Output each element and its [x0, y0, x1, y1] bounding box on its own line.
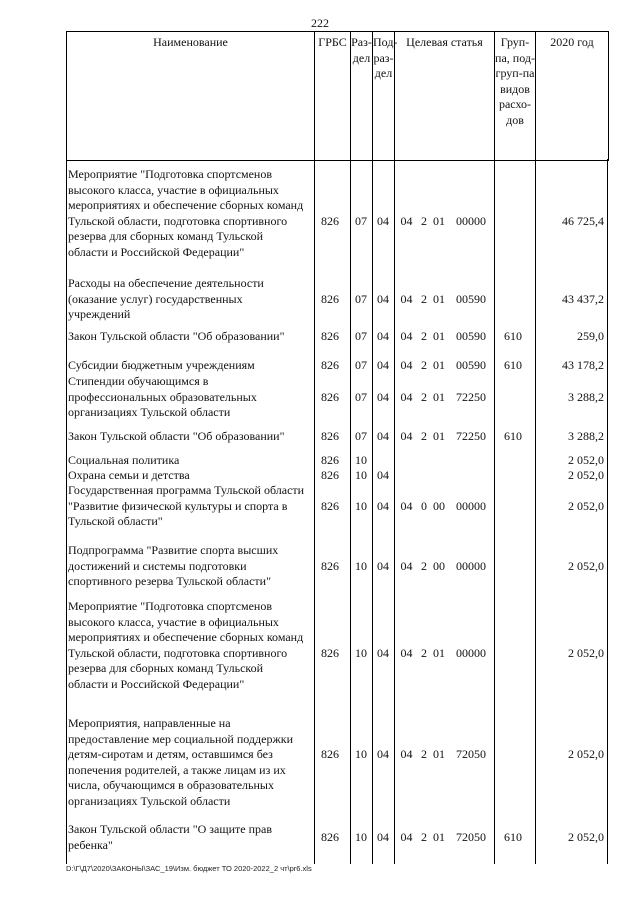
cell-ts3: 01	[433, 329, 445, 343]
header-name: Наименование	[67, 32, 315, 160]
cell-grp: 610	[504, 829, 522, 844]
cell-ts4: 00590	[456, 291, 486, 306]
cell-ts3: 01	[433, 291, 445, 306]
cell-rz: 10	[355, 558, 367, 573]
cell-ts1: 04	[400, 498, 413, 513]
cell-rz: 07	[355, 389, 367, 404]
cell-pr: 04	[377, 468, 389, 482]
cell-ts3: 01	[433, 645, 445, 660]
header-podrazdel: Под-раз-дел	[373, 32, 395, 160]
row-name: Мероприятия, направленные на предоставление мер социальной поддержки детям-сиротам и детям, оставшимся без попечения родителей, а также лицам из их числа, обучающимся в образовательных организациях Тульской области	[68, 716, 294, 808]
cell-ts2: 2	[421, 747, 427, 761]
cell-ts1: 04	[400, 329, 413, 343]
cell-grbs: 826	[321, 213, 339, 228]
cell-ts1: 04	[400, 829, 413, 844]
cell-grp: 610	[504, 358, 522, 372]
row-name: Закон Тульской области "Об образовании"	[68, 329, 285, 343]
cell-ts3: 01	[433, 358, 445, 372]
cell-ts4: 72250	[456, 389, 486, 404]
row-name: Охрана семьи и детства	[68, 468, 190, 482]
cell-rz: 10	[355, 498, 367, 513]
row-name: Закон Тульской области "Об образовании"	[68, 429, 285, 443]
cell-pr: 04	[377, 498, 389, 513]
cell-grbs: 826	[321, 453, 339, 467]
cell-pr: 04	[377, 645, 389, 660]
cell-pr: 04	[377, 329, 389, 343]
cell-pr: 04	[377, 213, 389, 228]
cell-ts4: 72250	[456, 429, 486, 443]
cell-sum: 259,0	[577, 329, 604, 343]
cell-sum: 2 052,0	[568, 453, 604, 467]
row-name: Мероприятие "Подготовка спортсменов высокого класса, участие в официальных мероприятиях и обеспечение сборных команд Тульской области, подготовка спортивного резерва для сборных команд Тульской области и Российской Федерации"	[68, 167, 304, 259]
cell-ts2: 2	[421, 389, 427, 404]
cell-sum: 2 052,0	[568, 829, 604, 844]
cell-ts4: 72050	[456, 829, 486, 844]
row-name: Закон Тульской области "О защите прав ребенка"	[68, 822, 273, 852]
cell-pr: 04	[377, 747, 389, 761]
cell-pr: 04	[377, 829, 389, 844]
cell-grbs: 826	[321, 329, 339, 343]
cell-pr: 04	[377, 558, 389, 573]
cell-grbs: 826	[321, 291, 339, 306]
file-path: D:\Г\Д7\2020\ЗАКОНЫ\ЗАС_19\Изм. бюджет ТО 2020-2022_2 чт\pr6.xls	[66, 864, 312, 873]
cell-ts3: 00	[433, 498, 445, 513]
row-name: Социальная политика	[68, 453, 180, 467]
cell-ts4: 00000	[456, 558, 486, 573]
cell-ts2: 2	[421, 329, 427, 343]
cell-pr: 04	[377, 291, 389, 306]
cell-ts2: 0	[421, 498, 427, 513]
cell-rz: 07	[355, 213, 367, 228]
header-gruppa: Груп-па, под-груп-па видов расхо-дов	[495, 32, 536, 160]
cell-pr: 04	[377, 358, 389, 372]
cell-sum: 2 052,0	[568, 498, 604, 513]
cell-ts1: 04	[400, 291, 413, 306]
cell-ts2: 2	[421, 358, 427, 372]
cell-pr: 04	[377, 429, 389, 443]
cell-ts2: 2	[421, 645, 427, 660]
cell-pr: 04	[377, 389, 389, 404]
cell-rz: 07	[355, 291, 367, 306]
cell-grbs: 826	[321, 498, 339, 513]
cell-ts3: 01	[433, 829, 445, 844]
cell-ts3: 00	[433, 558, 445, 573]
cell-ts3: 01	[433, 213, 445, 228]
row-name: Стипендии обучающимся в профессиональных образовательных организациях Тульской области	[68, 374, 257, 419]
cell-grbs: 826	[321, 358, 339, 372]
cell-sum: 43 437,2	[562, 291, 604, 306]
cell-ts4: 00000	[456, 645, 486, 660]
cell-ts1: 04	[400, 645, 413, 660]
cell-sum: 3 288,2	[568, 389, 604, 404]
cell-ts4: 00000	[456, 213, 486, 228]
cell-ts3: 01	[433, 389, 445, 404]
cell-ts2: 2	[421, 429, 427, 443]
cell-ts4: 00000	[456, 498, 486, 513]
cell-sum: 2 052,0	[568, 645, 604, 660]
cell-ts2: 2	[421, 558, 427, 573]
cell-ts2: 2	[421, 829, 427, 844]
cell-sum: 2 052,0	[568, 558, 604, 573]
header-tselevaya: Целевая статья	[395, 32, 495, 160]
cell-rz: 07	[355, 358, 367, 372]
row-name: Субсидии бюджетным учреждениям	[68, 358, 255, 372]
cell-rz: 07	[355, 429, 367, 443]
cell-grp: 610	[504, 429, 522, 443]
cell-ts3: 01	[433, 429, 445, 443]
cell-grbs: 826	[321, 645, 339, 660]
cell-grbs: 826	[321, 389, 339, 404]
cell-ts2: 2	[421, 291, 427, 306]
cell-grbs: 826	[321, 747, 339, 761]
row-name: Мероприятие "Подготовка спортсменов высокого класса, участие в официальных мероприятиях и обеспечение сборных команд Тульской области, подготовка спортивного резерва для сборных команд Тульской области и Российской Федерации"	[68, 599, 304, 691]
cell-grbs: 826	[321, 558, 339, 573]
row-name: Расходы на обеспечение деятельности (оказание услуг) государственных учреждений	[68, 276, 264, 321]
cell-ts1: 04	[400, 389, 413, 404]
cell-ts1: 04	[400, 747, 413, 761]
header-grbs: ГРБС	[315, 32, 351, 160]
cell-rz: 10	[355, 453, 367, 467]
cell-grbs: 826	[321, 468, 339, 482]
row-name: Подпрограмма "Развитие спорта высших достижений и системы подготовки спортивного резерва Тульской области"	[68, 543, 279, 588]
cell-rz: 10	[355, 829, 367, 844]
cell-sum: 43 178,2	[562, 358, 604, 372]
cell-rz: 10	[355, 645, 367, 660]
cell-ts4: 72050	[456, 747, 486, 761]
cell-rz: 10	[355, 747, 367, 761]
cell-grbs: 826	[321, 429, 339, 443]
cell-ts4: 00590	[456, 358, 486, 372]
header-razdel: Раз-дел	[351, 32, 373, 160]
header-year: 2020 год	[536, 32, 609, 160]
cell-ts4: 00590	[456, 329, 486, 343]
cell-ts3: 01	[433, 747, 445, 761]
table-header	[66, 31, 609, 161]
cell-grbs: 826	[321, 829, 339, 844]
cell-sum: 3 288,2	[568, 429, 604, 443]
cell-grp: 610	[504, 329, 522, 343]
cell-ts1: 04	[400, 429, 413, 443]
cell-rz: 07	[355, 329, 367, 343]
row-name: Государственная программа Тульской области "Развитие физической культуры и спорта в Тульской области"	[68, 483, 305, 528]
cell-sum: 2 052,0	[568, 747, 604, 761]
cell-ts2: 2	[421, 213, 427, 228]
cell-ts1: 04	[400, 358, 413, 372]
cell-ts1: 04	[400, 558, 413, 573]
cell-rz: 10	[355, 468, 367, 482]
cell-sum: 2 052,0	[568, 468, 604, 482]
page-number: 222	[311, 16, 329, 30]
cell-ts1: 04	[400, 213, 413, 228]
cell-sum: 46 725,4	[562, 213, 604, 228]
